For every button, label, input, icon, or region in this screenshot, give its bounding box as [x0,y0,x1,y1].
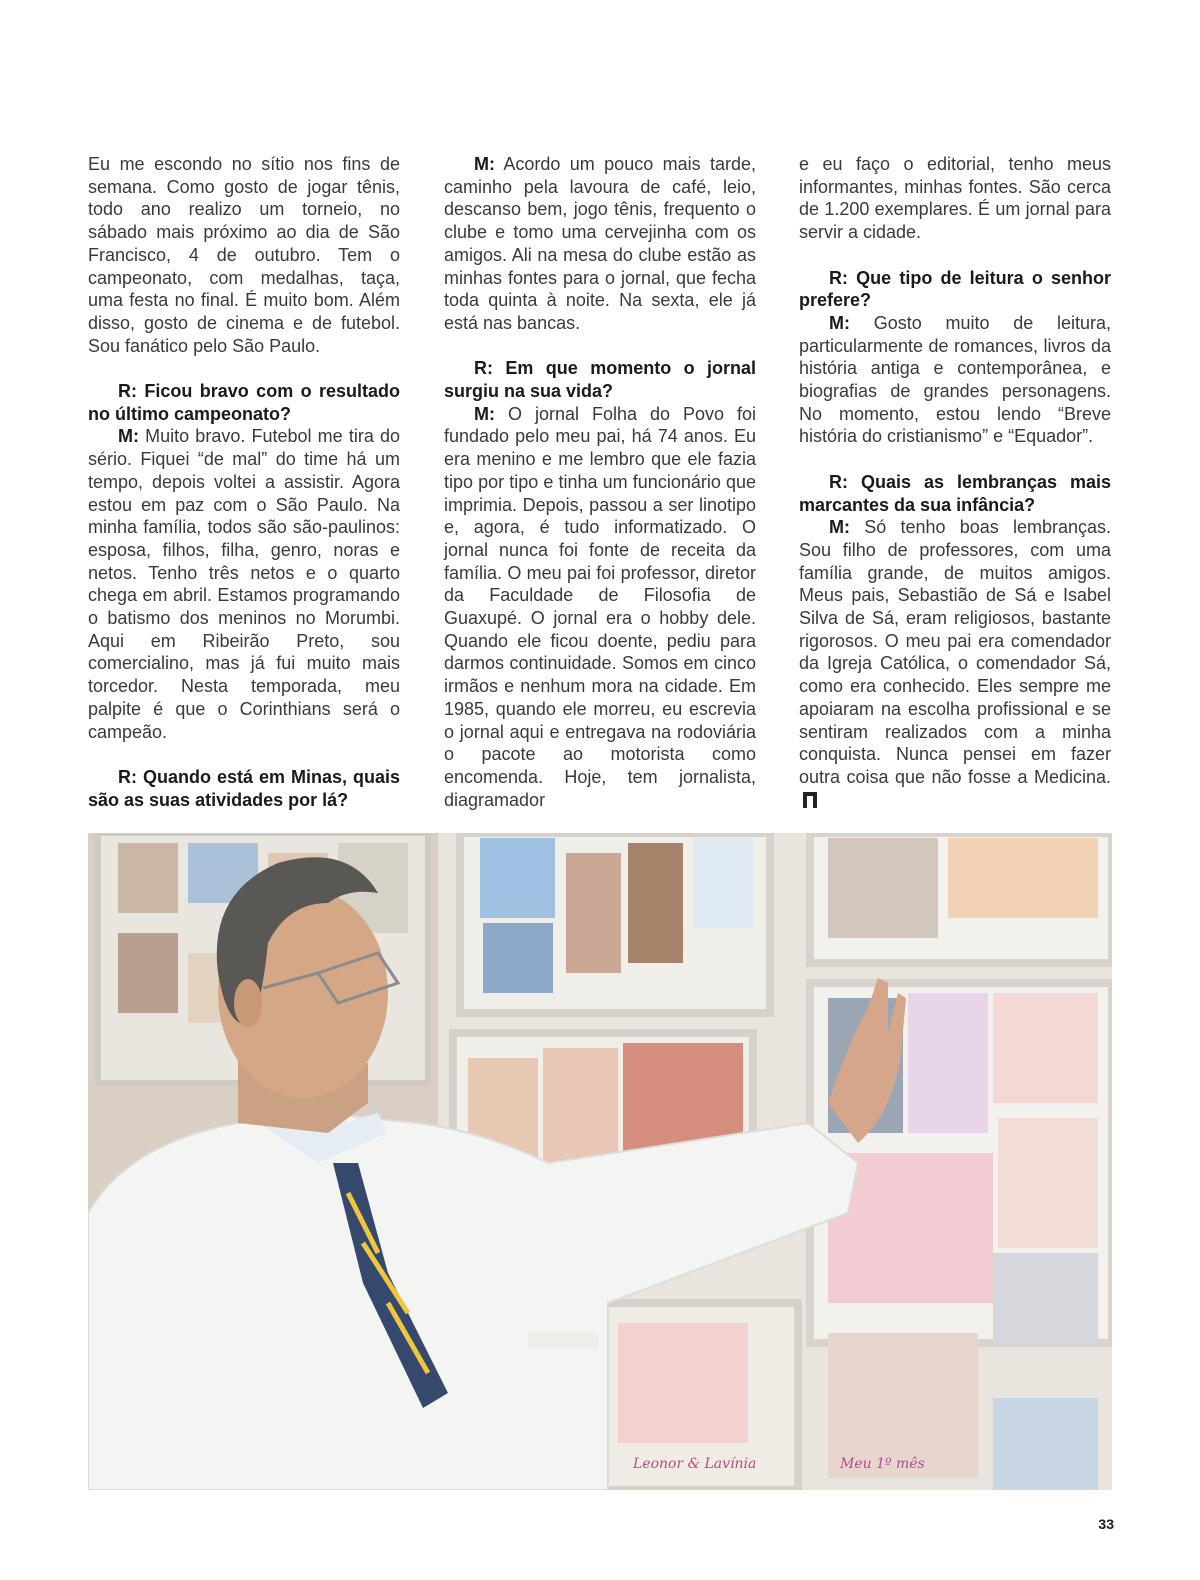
answer-text: Muito bravo. Futebol me tira do sério. Fiquei “de mal” do time há um tempo, depois voltei a assistir. Agora estou em paz com o São Paulo. Na minha família, todos são são-paulinos: esposa, filhos, filha, genro, noras e netos. Tenho três netos e o quarto chega em abril. Estamos programando o batismo dos meninos no Morumbi. Aqui em Ribeirão Preto, sou comercialino, mas já fui muito mais torcedor. Nesta temporada, meu palpite é que o Corinthians será o campeão. [88,426,400,742]
paragraph-intro: Eu me escondo no sítio nos fins de semana. Como gosto de jogar tênis, todo ano realizo um torneio, no sábado mais próximo ao dia de São Francisco, 4 de outubro. Tem o campeonato, com medalhas, taça, uma festa no final. É muito bom. Além disso, gosto de cinema e de futebol. Sou fanático pelo São Paulo. [88,154,400,356]
answer-continuation: e eu faço o editorial, tenho meus informantes, minhas fontes. São cerca de 1.200 exemplares. É um jornal para servir a cidade. [799,154,1111,243]
speaker-tag: M: [118,426,139,447]
frame-center-top [460,833,770,1013]
text-column-1 [88,153,400,811]
answer-paragraph [444,153,756,335]
answer-paragraph [799,516,1111,811]
answer-paragraph [799,312,1111,448]
answer-paragraph [88,425,400,743]
text-column-3 [799,153,1111,811]
speaker-tag: M: [474,154,495,174]
answer-paragraph [444,403,756,812]
photo-text-2: Meu 1º mês [840,1456,925,1472]
speaker-tag: M: [829,517,850,538]
photo-text-1: Leonor & Lavínia [633,1456,757,1472]
frame-top-right [810,833,1112,963]
speaker-tag: M: [829,312,850,333]
end-of-article-icon [803,792,817,808]
question-heading: R: Quando está em Minas, quais são as suas atividades por lá? [88,766,400,810]
doctor-photo [88,833,1112,1490]
answer-text: Gosto muito de leitura, particularmente de romances, livros da história antiga e contemporânea, e biografias de grandes personagens. No momento, estou lendo “Breve história do cristianismo” e “Equador”. [799,312,1111,447]
question-heading: R: Quais as lembranças mais marcantes da sua infância? [799,471,1111,515]
answer-text: Só tenho boas lembranças. Sou filho de professores, com uma família grande, de muitos amigos. Meus pais, Sebastião de Sá e Isabel Silva de Sá, eram religiosos, bastante rigorosos. O meu pai era comendador da Igreja Católica, o comendador Sá, como era conhecido. Eles sempre me apoiaram na escolha profissional e se sentiram realizados com a minha conquista. Nunca pensei em fazer outra coisa que não fosse a Medicina. [799,517,1111,787]
question-heading: R: Ficou bravo com o resultado no último campeonato? [88,381,400,424]
question-heading: R: Que tipo de leitura o senhor prefere? [799,267,1111,311]
speaker-tag: M: [474,403,495,424]
answer-text: Acordo um pouco mais tarde, caminho pela lavoura de café, leio, descanso bem, jogo tênis, frequento o clube e tomo uma cervejinha com os amigos. Ali na mesa do clube estão as minhas fontes para o jornal, que fecha toda quinta à noite. Na sexta, ele já está nas bancas. [444,154,756,333]
question-heading: R: Em que momento o jornal surgiu na sua vida? [444,358,756,402]
answer-text: O jornal Folha do Povo foi fundado pelo meu pai, há 74 anos. Eu era menino e me lembro que ele fazia tipo por tipo e tinha um funcionário que imprimia. Depois, passou a ser linotipo e, agora, é tudo informatizado. O jornal nunca foi fonte de receita da família. O meu pai foi professor, diretor da Faculdade de Filosofia de Guaxupé. O jornal era o hobby dele. Quando ele ficou doente, pediu para darmos continuidade. Somos em cinco irmãos e nenhum mora na cidade. Em 1985, quando ele morreu, eu escrevia o jornal aqui e entregava na rodoviária o pacote ao motorista como encomenda. Hoje, tem jornalista, diagramador [444,403,756,810]
page-number: 33 [1098,1516,1114,1532]
photo-illustration [88,833,1112,1490]
text-column-2 [444,153,756,811]
